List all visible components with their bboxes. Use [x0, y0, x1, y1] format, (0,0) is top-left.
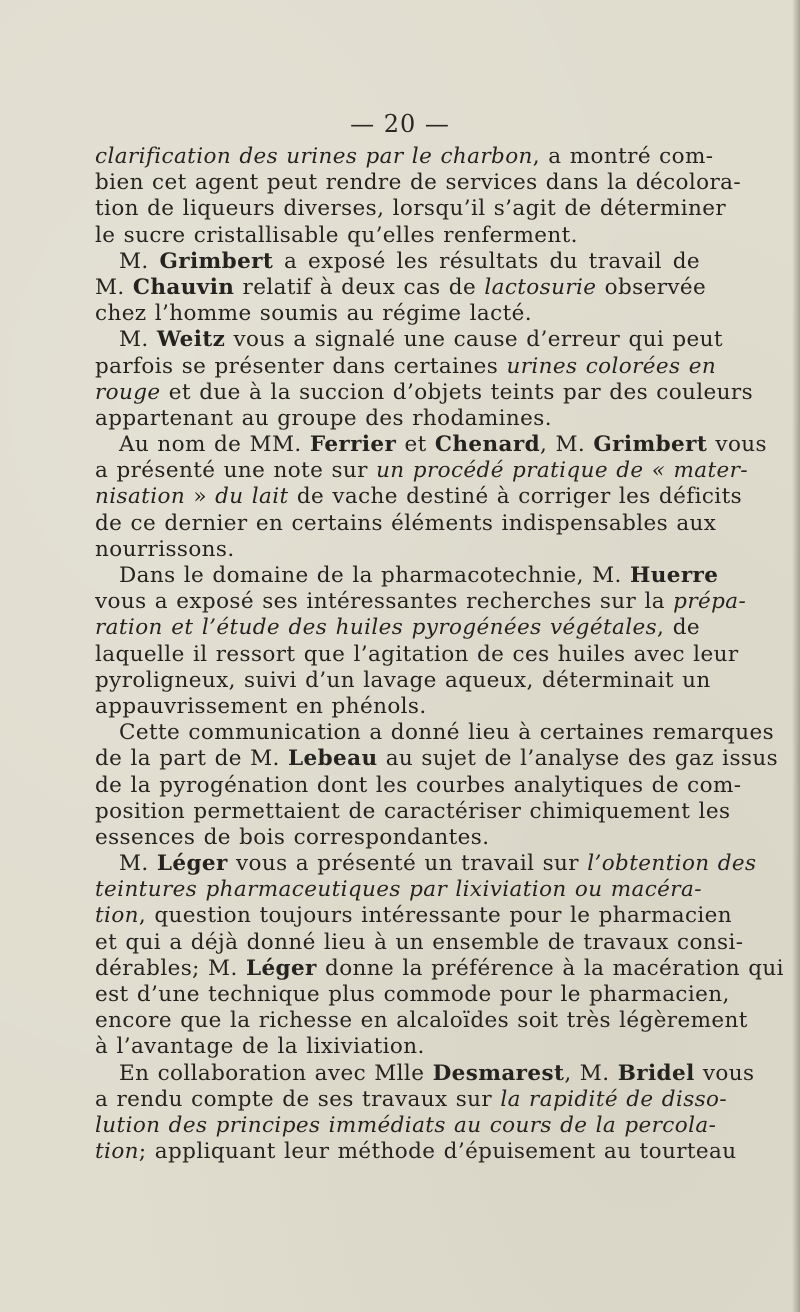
- text-run: position permettaient de caractériser chimiquement les: [95, 798, 731, 824]
- text-run: tion de liqueurs diverses, lorsqu’il s’agit de déterminer: [95, 196, 727, 222]
- text-run: vous: [707, 432, 767, 458]
- text-run: de la part de M.: [95, 746, 288, 772]
- italic-text: lution des principes immédiats au cours de la percola-: [95, 1112, 717, 1138]
- text-line: [95, 798, 731, 825]
- bold-name: Desmarest: [432, 1060, 565, 1086]
- italic-text: clarification des urines par le charbon: [95, 144, 533, 169]
- page-edge-shadow: [792, 0, 800, 1312]
- text-run: »: [185, 484, 216, 510]
- text-line: [95, 1086, 728, 1113]
- bold-name: Grimbert: [159, 248, 274, 274]
- text-run: , M.: [540, 432, 594, 458]
- text-run: , question toujours intéressante pour le pharmacien: [138, 903, 733, 929]
- bold-name: Léger: [156, 851, 228, 877]
- bold-name: Lebeau: [288, 746, 378, 772]
- text-run: de ce dernier en certains éléments indispensables aux: [95, 510, 717, 536]
- text-line: [95, 694, 700, 720]
- text-line: [95, 537, 700, 563]
- text-line: [95, 1060, 755, 1087]
- text-run: vous: [694, 1060, 755, 1086]
- text-run: et due à la succion d’objets teints par des couleurs: [160, 379, 754, 405]
- text-line: [95, 1112, 717, 1139]
- text-run: de vache destiné à corriger les déficits: [288, 484, 743, 510]
- body-text: [95, 144, 784, 1165]
- text-line: [95, 877, 700, 903]
- italic-text: du lait: [215, 484, 289, 510]
- text-run: bien cet agent peut rendre de services dans la décolora-: [95, 170, 742, 196]
- text-line: [95, 589, 747, 615]
- bold-name: Chenard: [434, 432, 541, 458]
- text-run: , a montré com-: [532, 144, 714, 169]
- text-line: [95, 746, 779, 772]
- italic-text: tion: [95, 1139, 139, 1165]
- text-line: [95, 274, 707, 301]
- text-run: vous a présenté un travail sur: [227, 851, 588, 877]
- bold-name: Bridel: [617, 1060, 695, 1086]
- text-run: chez l’homme soumis au régime lacté.: [95, 301, 532, 327]
- text-line: [95, 615, 700, 641]
- italic-text: la rapidité de disso-: [500, 1086, 728, 1112]
- text-run: laquelle il ressort que l’agitation de ces huiles avec leur: [95, 641, 739, 667]
- italic-text: prépa-: [673, 589, 747, 615]
- text-run: , de: [657, 615, 700, 641]
- italic-text: un procédé pratique de « mater-: [376, 458, 749, 484]
- italic-text: rouge: [95, 379, 161, 405]
- page-number: — 20 —: [350, 110, 450, 138]
- text-line: [95, 144, 714, 170]
- bold-name: Huerre: [630, 563, 719, 588]
- text-run: pyroligneux, suivi d’un lavage aqueux, déterminait un: [95, 667, 711, 693]
- text-line: [95, 458, 749, 484]
- text-run: M.: [119, 851, 157, 877]
- text-run: En collaboration avec Mlle: [119, 1060, 433, 1086]
- text-run: ; appliquant leur méthode d’épuisement au tourteau: [138, 1139, 737, 1165]
- text-line: [95, 301, 700, 327]
- text-line: [95, 667, 711, 694]
- text-line: [95, 353, 717, 380]
- bold-name: Chauvin: [132, 274, 235, 300]
- italic-text: teintures pharmaceutiques par lixiviation ou macéra-: [95, 877, 702, 903]
- text-run: appauvrissement en phénols.: [95, 693, 427, 719]
- bold-name: Grimbert: [593, 432, 708, 458]
- italic-text: nisation: [95, 484, 186, 510]
- text-line: [95, 170, 742, 196]
- bold-name: Weitz: [156, 327, 226, 353]
- text-run: encore que la richesse en alcaloïdes soit très légèrement: [95, 1008, 748, 1034]
- text-line: [95, 903, 733, 929]
- text-run: a exposé les résultats du travail de: [273, 248, 700, 274]
- text-run: dérables; M.: [95, 955, 246, 981]
- text-line: [95, 955, 784, 982]
- text-line: [95, 223, 700, 249]
- text-line: [95, 327, 723, 353]
- text-run: appartenant au groupe des rhodamines.: [95, 405, 552, 431]
- text-run: nourrissons.: [95, 536, 235, 562]
- text-run: relatif à deux cas de: [234, 274, 485, 300]
- text-run: Au nom de MM.: [119, 432, 310, 458]
- italic-text: tion: [95, 903, 139, 929]
- text-run: parfois se présenter dans certaines: [95, 353, 507, 379]
- text-run: observée: [596, 274, 707, 300]
- text-run: vous a signalé une cause d’erreur qui peut: [225, 327, 723, 353]
- text-run: M.: [119, 248, 160, 274]
- text-line: [95, 379, 754, 406]
- text-line: [95, 196, 727, 222]
- text-run: M.: [95, 274, 133, 300]
- text-run: le sucre cristallisable qu’elles renferment.: [95, 222, 578, 248]
- text-run: est d’une technique plus commode pour le pharmacien,: [95, 982, 730, 1007]
- text-line: [95, 851, 757, 877]
- text-run: Cette communication a donné lieu à certaines remarques: [119, 720, 775, 746]
- text-run: au sujet de l’analyse des gaz issus: [377, 746, 779, 772]
- text-line: [95, 982, 730, 1008]
- text-run: a rendu compte de ses travaux sur: [95, 1086, 501, 1112]
- text-run: de la pyrogénation dont les courbes analytiques de com-: [95, 772, 742, 798]
- text-line: [95, 432, 767, 458]
- text-run: et qui a déjà donné lieu à un ensemble de travaux consi-: [95, 929, 744, 955]
- italic-text: ration et l’étude des huiles pyrogénées végétales: [95, 615, 658, 641]
- text-run: à l’avantage de la lixiviation.: [95, 1034, 425, 1060]
- text-run: Dans le domaine de la pharmacotechnie, M.: [119, 563, 630, 588]
- text-run: essences de bois correspondantes.: [95, 824, 490, 850]
- text-run: vous a exposé ses intéressantes recherches sur la: [95, 589, 674, 615]
- bold-name: Léger: [245, 955, 317, 981]
- text-line: [95, 510, 717, 537]
- italic-text: l’obtention des: [587, 851, 757, 877]
- italic-text: urines colorées en: [506, 353, 717, 379]
- italic-text: lactosurie: [484, 274, 597, 300]
- text-line: [95, 406, 700, 432]
- text-line: [95, 720, 775, 746]
- text-run: a présenté une note sur: [95, 458, 377, 484]
- text-line: [95, 772, 742, 799]
- text-line: [95, 641, 739, 668]
- text-run: et: [396, 432, 435, 458]
- text-line: [95, 825, 700, 851]
- text-line: [95, 563, 719, 589]
- text-line: [95, 929, 744, 956]
- bold-name: Ferrier: [309, 432, 397, 458]
- text-line: [95, 1008, 748, 1034]
- text-line: [95, 1034, 700, 1060]
- text-run: donne la préférence à la macération qui: [316, 955, 784, 981]
- text-run: M.: [119, 327, 157, 353]
- text-line: [95, 249, 700, 275]
- text-run: , M.: [564, 1060, 618, 1086]
- text-line: [95, 1139, 737, 1165]
- text-line: [95, 484, 743, 510]
